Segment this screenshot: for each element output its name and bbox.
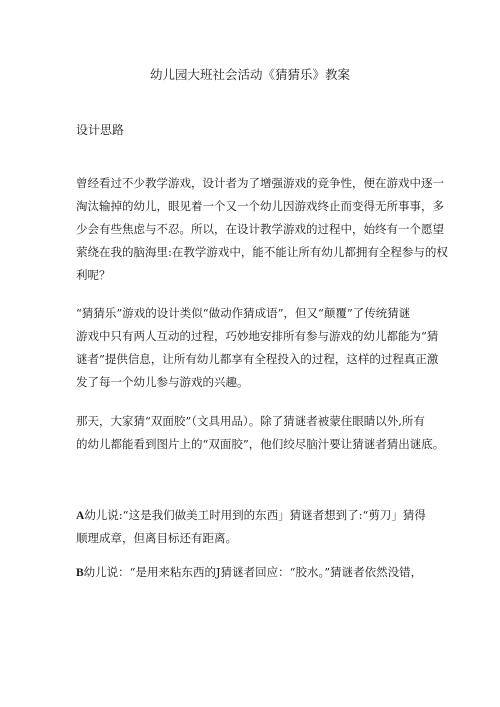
dialogue-text: 幼儿说：“是用来粘东西的J猜谜者回应：“胶水。”猜谜者依然没错， xyxy=(83,565,423,579)
paragraph-example xyxy=(76,410,445,456)
paragraph-line: 淘汰输掉的幼儿，眼见着一个又一个幼儿因游戏终止而变得无所事事，多 xyxy=(76,199,444,213)
paragraph-line xyxy=(76,561,436,584)
paragraph-child-b xyxy=(76,561,436,584)
paragraph-line: “猜猜乐”游戏的设计类似“做动作猜成语”，但又“颠覆”了传统猜谜 xyxy=(76,306,411,320)
paragraph-line: 游戏中只有两人互动的过程，巧妙地安排所有参与游戏的幼儿都能为“猜 xyxy=(76,329,439,343)
paragraph-line xyxy=(76,504,436,527)
dialogue-text: 幼儿说:“这是我们做美工时用到的东西」猜谜者想到了:“剪刀」猜得 xyxy=(84,508,426,522)
paragraph-line: 利呢？ xyxy=(76,268,111,282)
paragraph-line: 顺理成章，但离目标还有距离。 xyxy=(76,531,237,545)
speaker-label: A xyxy=(76,510,85,522)
paragraph-line: 曾经看过不少教学游戏，设计者为了增强游戏的竞争性，便在游戏中逐一 xyxy=(76,176,444,190)
paragraph-line: 的幼儿都能看到图片上的“双面胶”，他们绞尽脑汁要让猜谜者猜出谜底。 xyxy=(76,437,445,451)
speaker-label: B xyxy=(76,567,84,579)
paragraph-line: 少会有些焦虑与不忍。所以，在设计教学游戏的过程中，始终有一个愿望 xyxy=(76,222,444,236)
document-title: 幼儿园大班社会活动《猜猜乐》教案 xyxy=(149,67,350,82)
paragraph-intro xyxy=(76,172,448,287)
paragraph-child-a xyxy=(76,504,436,550)
paragraph-line: 谜者”提供信息，让所有幼儿都享有全程投入的过程，这样的过程真正激 xyxy=(76,352,439,366)
paragraph-game-design xyxy=(76,302,439,394)
paragraph-line: 发了每一个幼儿参与游戏的兴趣。 xyxy=(76,375,249,389)
section-heading: 设计思路 xyxy=(76,123,125,137)
paragraph-line: 那天，大家猜“双面胶”（文具用品）。除了猜谜者被蒙住眼睛以外,所有 xyxy=(76,414,425,428)
paragraph-line: 萦绕在我的脑海里:在教学游戏中，能不能让所有幼儿都拥有全程参与的权 xyxy=(76,245,448,259)
